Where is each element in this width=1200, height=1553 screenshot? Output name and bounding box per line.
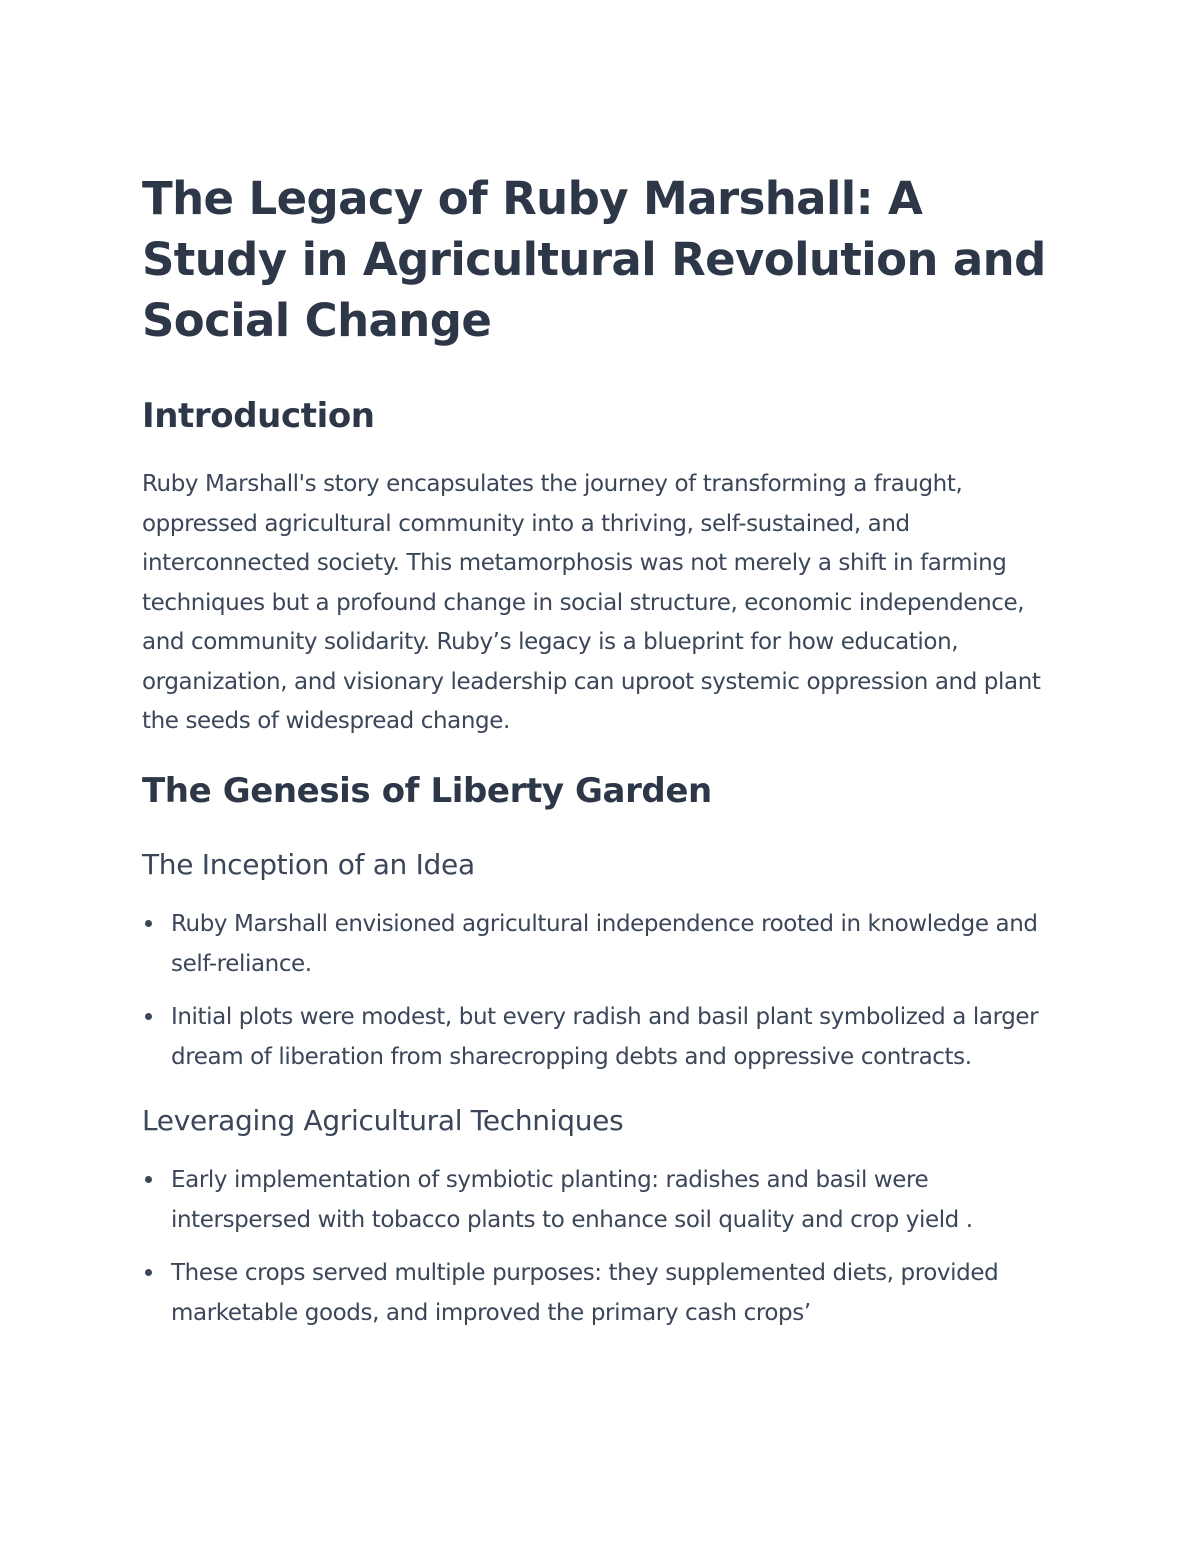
bullet-list-inception <box>142 904 1072 1077</box>
introduction-paragraph: Ruby Marshall's story encapsulates the journey of transforming a fraught, oppressed agricultural community into a thriving, self-sustained, and interconnected society. This metamorphosis was not merely a shift in farming techniques but a profound change in social structure, economic independence, and community solidarity. Ruby’s legacy is a blueprint for how education, organization, and visionary leadership can uproot systemic oppression and plant the seeds of widespread change. <box>142 471 1041 734</box>
subsection-heading-inception: The Inception of an Idea <box>142 847 475 881</box>
document-title: The Legacy of Ruby Marshall: A Study in Agricultural Revolution and Social Change <box>142 172 1046 347</box>
list-item <box>142 904 1072 984</box>
subsection-heading-techniques: Leveraging Agricultural Techniques <box>142 1103 624 1137</box>
list-item <box>142 997 1072 1077</box>
document-page <box>142 168 1072 1346</box>
list-item-text: Initial plots were modest, but every radish and basil plant symbolized a larger dream of liberation from sharecropping debts and oppressive contracts. <box>171 1003 1039 1070</box>
list-item <box>142 1160 1072 1240</box>
bullet-list-techniques <box>142 1160 1072 1333</box>
bullet-icon <box>145 1176 152 1183</box>
list-item-text: These crops served multiple purposes: they supplemented diets, provided marketable goods, and improved the primary cash crops’ <box>171 1259 999 1326</box>
bullet-icon <box>145 920 152 927</box>
bullet-icon <box>145 1013 152 1020</box>
list-item-text: Ruby Marshall envisioned agricultural independence rooted in knowledge and self-reliance. <box>171 910 1038 977</box>
section-heading-genesis: The Genesis of Liberty Garden <box>142 770 712 811</box>
list-item-text: Early implementation of symbiotic planting: radishes and basil were interspersed with tobacco plants to enhance soil quality and crop yield . <box>171 1166 973 1233</box>
section-heading-introduction: Introduction <box>142 396 375 436</box>
bullet-icon <box>145 1269 152 1276</box>
list-item <box>142 1253 1072 1333</box>
